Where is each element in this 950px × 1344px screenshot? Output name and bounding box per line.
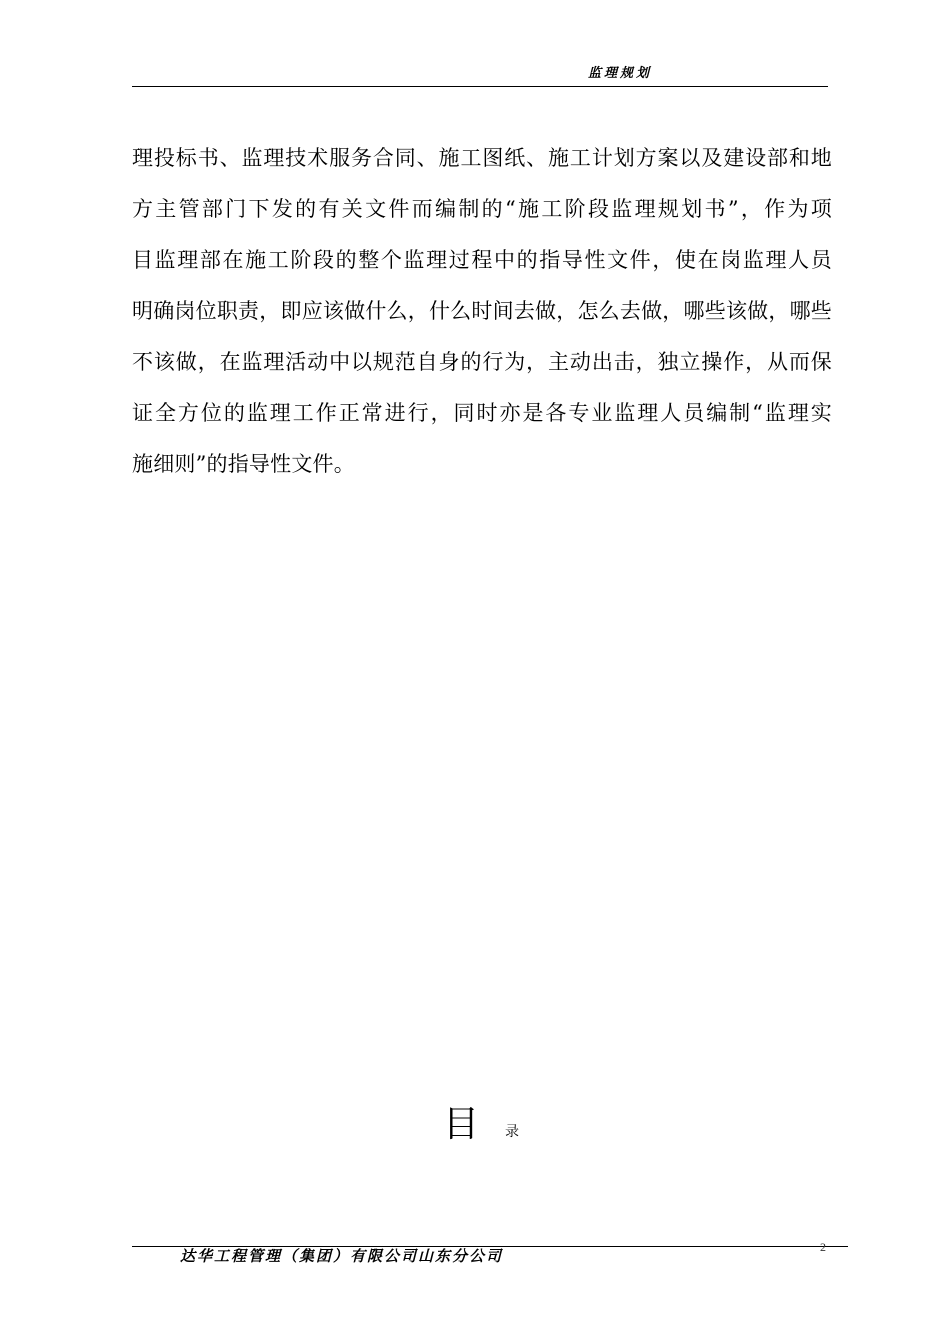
page-number: 2 bbox=[820, 1240, 826, 1254]
body-line-6: 证全方位的监理工作正常进行，同时亦是各专业监理人员编制“监理实 bbox=[132, 401, 832, 425]
body-line-5: 不该做，在监理活动中以规范自身的行为，主动出击，独立操作，从而保 bbox=[132, 350, 832, 374]
body-line-7: 施细则”的指导性文件。 bbox=[132, 452, 355, 476]
body-line-4: 明确岗位职责，即应该做什么，什么时间去做，怎么去做，哪些该做，哪些 bbox=[132, 299, 832, 323]
footer-company-name: 达华工程管理（集团）有限公司山东分公司 bbox=[180, 1247, 504, 1265]
header-divider bbox=[132, 86, 828, 87]
toc-heading-char-2: 录 bbox=[505, 1124, 520, 1140]
body-paragraph bbox=[132, 133, 832, 490]
body-line-1: 理投标书、监理技术服务合同、施工图纸、施工计划方案以及建设部和地 bbox=[132, 146, 832, 170]
body-line-2: 方主管部门下发的有关文件而编制的“施工阶段监理规划书”，作为项 bbox=[132, 197, 832, 221]
table-of-contents-heading bbox=[443, 1103, 519, 1147]
toc-heading-char-1: 目 bbox=[443, 1104, 480, 1145]
body-line-3: 目监理部在施工阶段的整个监理过程中的指导性文件，使在岗监理人员 bbox=[132, 248, 832, 272]
running-header-title: 监理规划 bbox=[588, 66, 653, 81]
